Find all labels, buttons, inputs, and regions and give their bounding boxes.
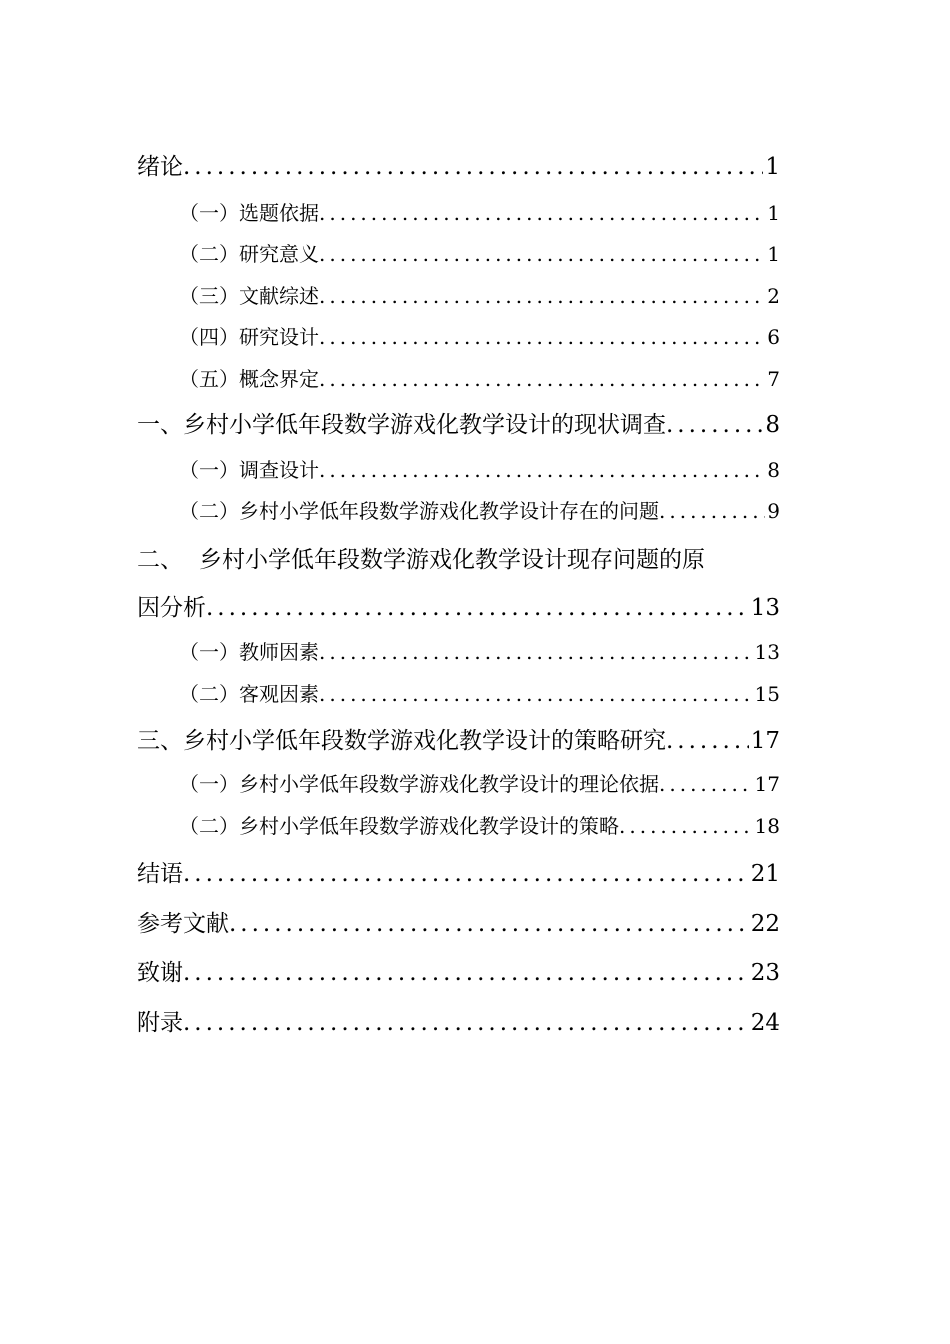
toc-entry-appendix[interactable] xyxy=(137,1004,780,1037)
toc-entry-page: 24 xyxy=(750,1010,780,1036)
toc-entry-chapter-2-2[interactable] xyxy=(137,678,780,707)
toc-entry-title: 致谢 xyxy=(137,960,183,986)
toc-entry-number: （二） xyxy=(179,814,239,838)
toc-entry-page: 18 xyxy=(754,814,780,838)
toc-entry-chapter-1-2[interactable] xyxy=(137,495,780,524)
toc-entry-page: 8 xyxy=(765,412,780,438)
toc-entry-intro-4[interactable] xyxy=(137,321,780,350)
toc-entry-title: 客观因素 xyxy=(239,682,319,706)
toc-leader-dots xyxy=(659,772,753,796)
toc-leader-dots xyxy=(319,640,753,664)
toc-entry-title: 参考文献 xyxy=(137,911,229,937)
toc-entry-page: 1 xyxy=(767,242,780,266)
toc-entry-number: （一） xyxy=(179,772,239,796)
toc-entry-page: 1 xyxy=(765,154,780,180)
toc-entry-page: 17 xyxy=(754,772,780,796)
toc-leader-dots xyxy=(229,911,749,937)
toc-entry-intro-2[interactable] xyxy=(137,238,780,267)
toc-leader-dots xyxy=(319,367,765,391)
toc-leader-dots xyxy=(666,728,749,754)
toc-entry-chapter-2-1[interactable] xyxy=(137,636,780,665)
toc-entry-page: 22 xyxy=(750,911,780,937)
toc-entry-page: 7 xyxy=(767,367,780,391)
toc-entry-number: 三、 xyxy=(137,728,183,754)
toc-entry-title: 乡村小学低年段数学游戏化教学设计存在的问题 xyxy=(239,499,659,523)
toc-entry-chapter-1[interactable] xyxy=(137,406,780,439)
toc-entry-number: （一） xyxy=(179,640,239,664)
toc-leader-dots xyxy=(619,814,753,838)
toc-leader-dots xyxy=(659,499,765,523)
toc-entry-page: 21 xyxy=(750,861,780,887)
toc-entry-number: 一、 xyxy=(137,412,183,438)
toc-entry-title: 乡村小学低年段数学游戏化教学设计的理论依据 xyxy=(239,772,659,796)
toc-leader-dots xyxy=(183,861,749,887)
toc-leader-dots xyxy=(319,682,753,706)
toc-entry-number: 二、 xyxy=(137,547,183,573)
toc-leader-dots xyxy=(183,1010,749,1036)
toc-entry-references[interactable] xyxy=(137,905,780,938)
toc-entry-number: （五） xyxy=(179,367,239,391)
toc-leader-dots xyxy=(206,595,749,621)
toc-entry-intro-5[interactable] xyxy=(137,363,780,392)
toc-leader-dots xyxy=(183,960,749,986)
toc-entry-chapter-2-line1[interactable] xyxy=(137,541,780,574)
toc-entry-title: 选题依据 xyxy=(239,201,319,225)
toc-entry-title: 乡村小学低年段数学游戏化教学设计的策略研究 xyxy=(183,728,666,754)
toc-entry-page: 2 xyxy=(767,284,780,308)
toc-entry-page: 13 xyxy=(754,640,780,664)
toc-entry-page: 15 xyxy=(754,682,780,706)
toc-entry-page: 1 xyxy=(767,201,780,225)
toc-entry-page: 13 xyxy=(750,595,780,621)
toc-entry-title: 结语 xyxy=(137,861,183,887)
toc-leader-dots xyxy=(319,325,765,349)
toc-entry-intro[interactable] xyxy=(137,148,780,181)
toc-entry-page: 9 xyxy=(767,499,780,523)
toc-leader-dots xyxy=(319,458,765,482)
toc-entry-page: 6 xyxy=(767,325,780,349)
toc-entry-conclusion[interactable] xyxy=(137,855,780,888)
toc-entry-title: 研究设计 xyxy=(239,325,319,349)
toc-entry-title-continued: 因分析 xyxy=(137,595,206,621)
toc-leader-dots xyxy=(319,201,765,225)
toc-entry-number: （一） xyxy=(179,458,239,482)
toc-entry-chapter-3-2[interactable] xyxy=(137,810,780,839)
toc-entry-chapter-3-1[interactable] xyxy=(137,768,780,797)
toc-entry-acknowledgements[interactable] xyxy=(137,954,780,987)
toc-entry-title: 乡村小学低年段数学游戏化教学设计的现状调查 xyxy=(183,412,666,438)
toc-entry-number: （三） xyxy=(179,284,239,308)
toc-entry-title: 概念界定 xyxy=(239,367,319,391)
toc-entry-title: 调查设计 xyxy=(239,458,319,482)
toc-leader-dots xyxy=(666,412,763,438)
toc-entry-page: 8 xyxy=(767,458,780,482)
toc-entry-title: 教师因素 xyxy=(239,640,319,664)
toc-entry-number: （二） xyxy=(179,242,239,266)
toc-entry-title: 乡村小学低年段数学游戏化教学设计现存问题的原 xyxy=(199,547,705,573)
toc-entry-page: 23 xyxy=(750,960,780,986)
toc-entry-title: 乡村小学低年段数学游戏化教学设计的策略 xyxy=(239,814,619,838)
toc-entry-number: （四） xyxy=(179,325,239,349)
toc-entry-number: （二） xyxy=(179,682,239,706)
toc-entry-number: （一） xyxy=(179,201,239,225)
toc-entry-page: 17 xyxy=(750,728,780,754)
toc-entry-chapter-2-line2[interactable] xyxy=(137,589,780,622)
toc-entry-intro-1[interactable] xyxy=(137,197,780,226)
toc-entry-title: 绪论 xyxy=(137,154,183,180)
toc-leader-dots xyxy=(183,154,763,180)
toc-entry-intro-3[interactable] xyxy=(137,280,780,309)
toc-entry-title: 附录 xyxy=(137,1010,183,1036)
toc-leader-dots xyxy=(319,284,765,308)
toc-entry-number: （二） xyxy=(179,499,239,523)
toc-entry-title: 文献综述 xyxy=(239,284,319,308)
toc-entry-title: 研究意义 xyxy=(239,242,319,266)
toc-entry-chapter-3[interactable] xyxy=(137,722,780,755)
toc-leader-dots xyxy=(319,242,765,266)
toc-entry-chapter-1-1[interactable] xyxy=(137,454,780,483)
